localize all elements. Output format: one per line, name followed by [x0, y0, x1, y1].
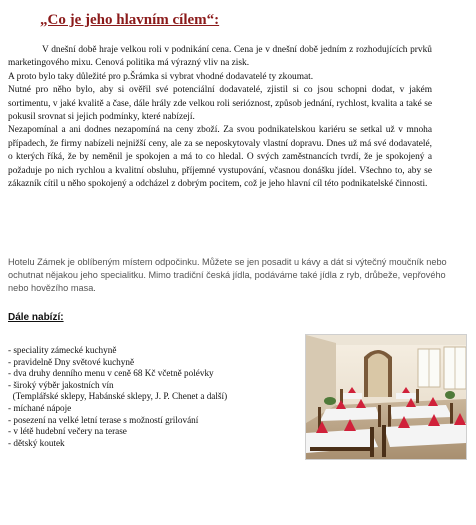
list-item: - posezení na velké letní terase s možností grilování: [8, 414, 199, 425]
hotel-description: Hotelu Zámek je oblíbeným místem odpočinku. Můžete se jen posadit u kávy a dát si výtečný moučník nebo ochutnat nějakou jeho specialitku. Mimo tradiční česká jídla, podáváme také jídla z ryb, drůbeže, vepřového nebo hovězího masa.: [8, 257, 447, 293]
offers-heading: Dále nabízí:: [8, 312, 64, 323]
intro-paragraph: A proto bylo taky důležité pro p.Šrámka si vybrat vhodné dodavatelé ty zkoumat.: [8, 71, 314, 82]
intro-text: [8, 44, 432, 191]
list-item: - v létě hudební večery na terase: [8, 426, 127, 437]
intro-paragraph: Nezapomínal a ani dodnes nezapomíná na ceny zboží. Za svou podnikatelskou kariéru se setkal už v mnoha případech, že firmy nabízeli nejnižší ceny, ale za se neposkytovaly vlastní dopravu. Dnes už má své dodavatelé, o kterých říká, že by neměnil je spokojen a má to co hledal. O svých zaměstnancích tvrdí, že je spokojený a požaduje po nich rychlou a kvalitní obsluhu, příjemné vystupování, včasnou donášku jídel. Všechno to, aby se zákazník cítil u něho spokojený a odcházel z dobrým pocitem, což je jeho hlavní cíl této podnikatelské činnosti.: [8, 125, 432, 190]
list-item: - široký výběr jakostních vín: [8, 379, 114, 390]
list-item: - dětský koutek: [8, 437, 65, 448]
intro-paragraph: Nutné pro něho bylo, aby si ověřil své potenciální dodavatelé, zjistil si co jsou schopni dodat, v jakém sortimentu, v jaké kvalitě a čase, dále hrály zde velkou roli serióznost, způsob jednání, rychlost, kvalita a také se pokusil srovnat si jejich podmínky, které nabízejí.: [8, 85, 432, 123]
list-item: - speciality zámecké kuchyně: [8, 345, 117, 355]
offers-list: [8, 345, 298, 449]
restaurant-photo: [305, 334, 467, 460]
list-item: - míchané nápoje: [8, 402, 72, 413]
intro-paragraph: V dnešní době hraje velkou roli v podnikání cena. Cena je v dnešní době jedním z rozhodujících prvků marketingového mixu. Cenová politika má výrazný vliv na zisk.: [8, 45, 432, 69]
list-item: - pravidelně Dny světové kuchyně: [8, 356, 135, 367]
section-title: „Co je jeho hlavním cílem“:: [40, 12, 220, 28]
list-item: (Templářské sklepy, Habánské sklepy, J. P. Chenet a další): [8, 391, 228, 402]
list-item: - dva druhy denního menu v ceně 68 Kč včetně polévky: [8, 368, 214, 379]
